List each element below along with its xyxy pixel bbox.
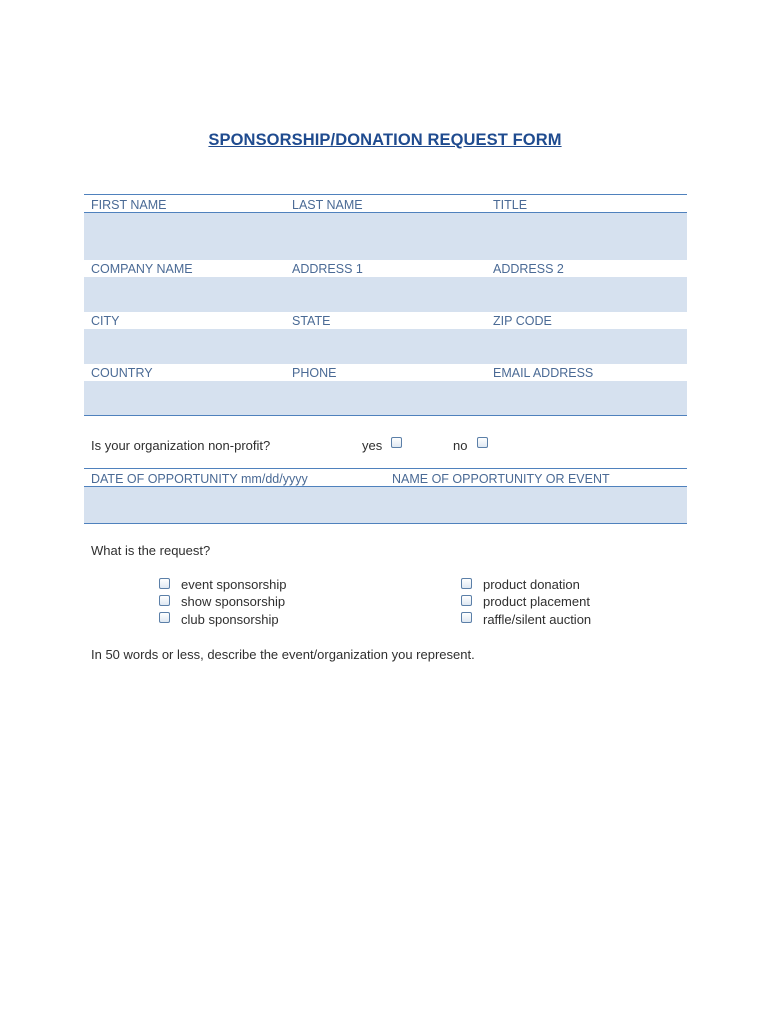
- raffle-silent-auction-checkbox[interactable]: [461, 612, 472, 623]
- nonprofit-no-label: no: [453, 438, 468, 453]
- zip-code-label: ZIP CODE: [493, 314, 552, 328]
- product-donation-label: product donation: [483, 577, 580, 592]
- divider: [84, 415, 687, 416]
- product-placement-label: product placement: [483, 594, 590, 609]
- date-event-fields[interactable]: [84, 487, 687, 523]
- name-of-opportunity-label: NAME OF OPPORTUNITY OR EVENT: [392, 472, 610, 486]
- nonprofit-yes-label: yes: [362, 438, 383, 453]
- request-question: What is the request?: [91, 543, 211, 558]
- address-2-label: ADDRESS 2: [493, 262, 564, 276]
- show-sponsorship-label: show sponsorship: [181, 594, 286, 609]
- first-name-label: FIRST NAME: [91, 198, 167, 212]
- nonprofit-no-checkbox[interactable]: [477, 437, 488, 448]
- product-donation-checkbox[interactable]: [461, 578, 472, 589]
- first-last-title-fields[interactable]: [84, 213, 687, 260]
- divider: [84, 523, 687, 524]
- title-label: TITLE: [493, 198, 528, 212]
- email-address-label: EMAIL ADDRESS: [493, 366, 594, 380]
- company-address-fields[interactable]: [84, 277, 687, 312]
- club-sponsorship-checkbox[interactable]: [159, 612, 170, 623]
- country-phone-email-fields[interactable]: [84, 381, 687, 415]
- nonprofit-yes-checkbox[interactable]: [391, 437, 402, 448]
- raffle-silent-auction-label: raffle/silent auction: [483, 612, 592, 627]
- last-name-label: LAST NAME: [292, 198, 363, 212]
- city-state-zip-fields[interactable]: [84, 329, 687, 364]
- company-name-label: COMPANY NAME: [91, 262, 193, 276]
- show-sponsorship-checkbox[interactable]: [159, 595, 170, 606]
- club-sponsorship-label: club sponsorship: [181, 612, 279, 627]
- describe-prompt: In 50 words or less, describe the event/organization you represent.: [91, 647, 475, 662]
- nonprofit-question: Is your organization non-profit?: [91, 438, 271, 453]
- date-of-opportunity-label: DATE OF OPPORTUNITY mm/dd/yyyy: [91, 472, 308, 486]
- country-label: COUNTRY: [91, 366, 153, 380]
- form-title: SPONSORSHIP/DONATION REQUEST FORM: [208, 131, 562, 149]
- divider: [84, 468, 687, 469]
- divider: [84, 194, 687, 195]
- event-sponsorship-checkbox[interactable]: [159, 578, 170, 589]
- product-placement-checkbox[interactable]: [461, 595, 472, 606]
- state-label: STATE: [292, 314, 331, 328]
- address-1-label: ADDRESS 1: [292, 262, 363, 276]
- city-label: CITY: [91, 314, 120, 328]
- event-sponsorship-label: event sponsorship: [181, 577, 287, 592]
- phone-label: PHONE: [292, 366, 337, 380]
